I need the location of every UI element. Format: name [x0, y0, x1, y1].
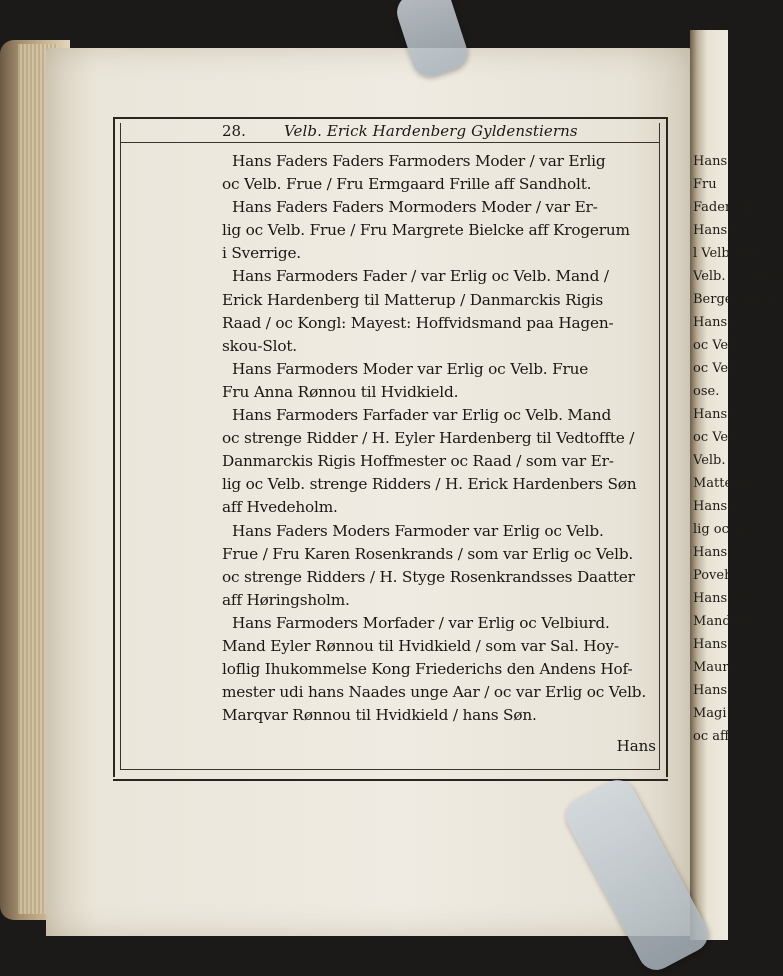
text-line: Frue / Fru Karen Rosenkrands / som var Erlig oc Velb. [222, 544, 634, 563]
facing-page-line: oc Velb. [693, 430, 745, 445]
facing-page-line: Hans [693, 683, 728, 698]
text-line: loflig Ihukommelse Kong Friederichs den Andens Hof- [222, 660, 633, 679]
text-line: oc Velb. Frue / Fru Ermgaard Frille aff Sandholt. [222, 175, 592, 194]
page-border-inner-bottom [120, 769, 660, 770]
facing-page-line: l Velb. Fru [693, 246, 762, 261]
facing-page-line: oc Velb. [693, 361, 745, 376]
text-line: i Sverrige. [222, 244, 301, 263]
text-line: Hans Farmoders Moder var Erlig oc Velb. Frue [232, 359, 589, 378]
facing-page-line: Fru [693, 177, 717, 192]
facing-page-line: Poveh [693, 568, 733, 583]
text-line: oc strenge Ridder / H. Eyler Hardenberg til Vedtoffte / [222, 429, 635, 448]
facing-page-line: Hans [693, 637, 728, 652]
facing-page-line: Hans Mo [693, 591, 753, 606]
text-line: Mand Eyler Rønnou til Hvidkield / som var Sal. Hoy- [222, 636, 619, 655]
facing-page-line: Bergen Flen [693, 292, 775, 307]
facing-page-line: ose. [693, 384, 720, 399]
body-text [222, 150, 658, 755]
page-border-right [666, 117, 668, 777]
header-rule [120, 142, 660, 143]
page-number: 28. [222, 122, 246, 140]
page-border-inner-left [120, 123, 121, 769]
facing-page-line: oc aff S [693, 729, 743, 744]
facing-page-line: Mauritz [693, 660, 745, 675]
text-line: Hans Farmoders Fader / var Erlig oc Velb. Mand / [232, 267, 609, 286]
facing-page-line: Hans Fa [693, 223, 748, 238]
text-line: Marqvar Rønnou til Hvidkield / hans Søn. [222, 706, 537, 725]
facing-page-line: Hans F [693, 499, 741, 514]
text-line: Hans Faders Faders Farmoders Moder / var Erlig [232, 152, 606, 170]
facing-page-line: Matteru [693, 476, 747, 491]
text-line: Hans Faders Faders Mormoders Moder / var Er- [232, 198, 598, 217]
facing-page-line: Velb. oc stren [693, 269, 783, 284]
text-line: Hans Farmoders Farfader var Erlig oc Velb. Mand [232, 406, 612, 425]
facing-page-line: Velb. oc [693, 453, 745, 468]
facing-page-line: Hans F [693, 407, 741, 422]
text-line: aff Hvedeholm. [222, 498, 338, 517]
catchword: Hans [616, 737, 656, 755]
facing-page-line: Hans [693, 545, 728, 560]
text-line: Raad / oc Kongl: Mayest: Hoffvidsmand paa Hagen- [222, 313, 614, 332]
text-line: mester udi hans Naades unge Aar / oc var Erlig oc Velb. [222, 683, 647, 702]
page-border-left [113, 117, 115, 777]
text-line: oc strenge Ridders / H. Styge Rosenkrandsses Daatter [222, 567, 635, 586]
facing-page-text [693, 150, 783, 810]
text-line: aff Høringsholm. [222, 590, 350, 609]
facing-page-line: Magi [693, 706, 727, 721]
text-line: Hans Farmoders Morfader / var Erlig oc Velbiurd. [232, 613, 610, 632]
text-line: Fru Anna Rønnou til Hvidkield. [222, 382, 459, 401]
running-head [222, 120, 642, 142]
text-line: skou-Slot. [222, 336, 297, 355]
facing-page-line: Hans Fa [693, 315, 748, 330]
text-line: Hans Faders Moders Farmoder var Erlig oc Velb. [232, 521, 604, 540]
text-line: Erick Hardenberg til Matterup / Danmarckis Rigis [222, 290, 604, 309]
facing-page-line: Hans [693, 154, 728, 169]
facing-page-line: Mand til [693, 614, 749, 629]
facing-page-line: Faders H. [693, 200, 758, 215]
facing-page-line: oc Velb. [693, 338, 745, 353]
text-line: Danmarckis Rigis Hoffmester oc Raad / som var Er- [222, 452, 614, 471]
facing-page-line: lig oc Vel [693, 522, 754, 537]
running-head-title: Velb. Erick Hardenberg Gyldenstierns [284, 122, 578, 140]
text-line: lig oc Velb. Frue / Fru Margrete Bielcke aff Krogerum [222, 221, 630, 240]
page-border-inner-right [659, 123, 660, 769]
text-line: lig oc Velb. strenge Ridders / H. Erick Hardenbers Søn [222, 475, 637, 494]
